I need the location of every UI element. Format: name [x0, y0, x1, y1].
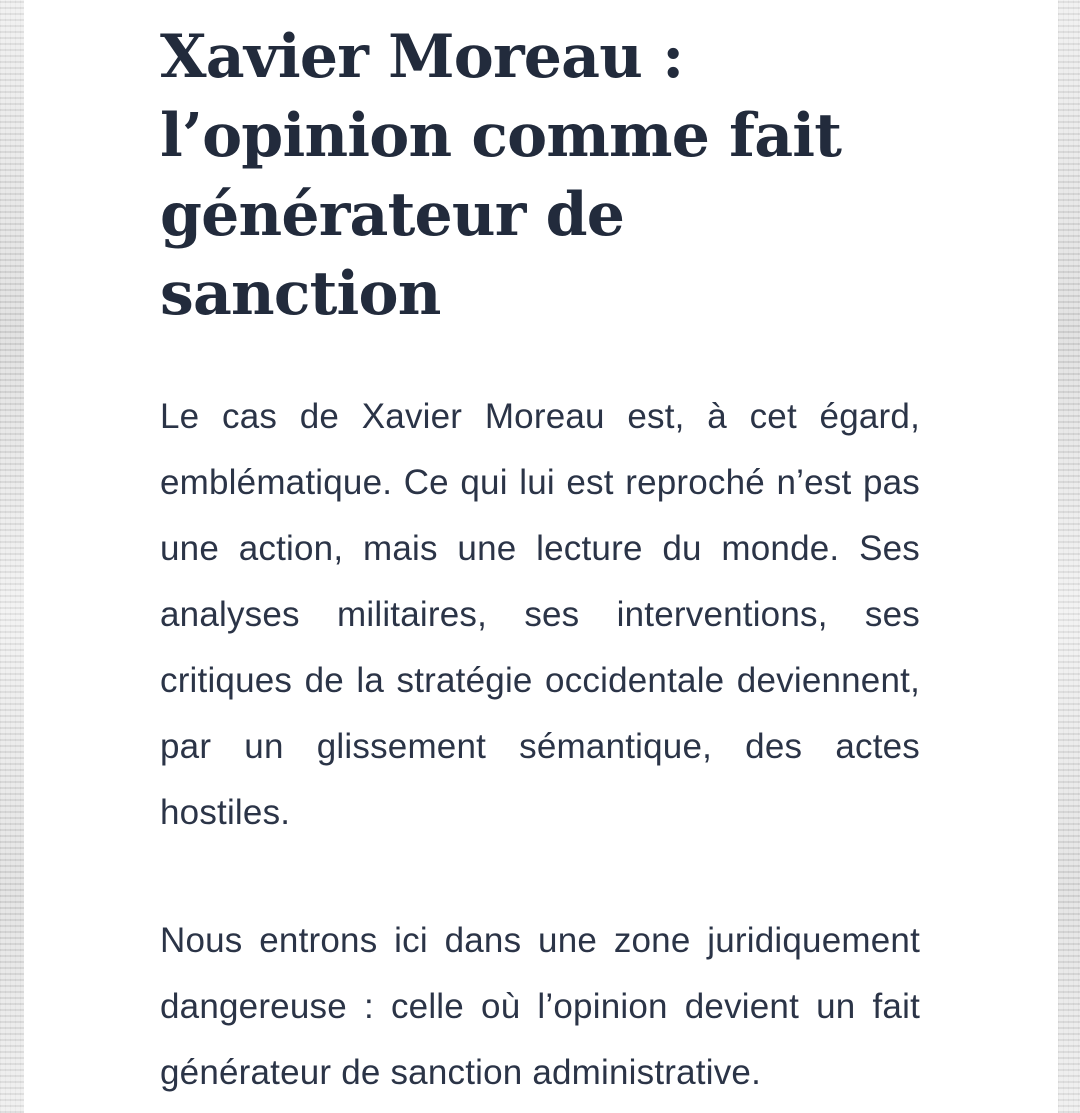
article-card [24, 0, 1058, 1113]
article-paragraph-1: Le cas de Xavier Moreau est, à cet égard, emblématique. Ce qui lui est reproché n’est pas une action, mais une lecture du monde. Ses analyses militaires, ses interventions, ses critiques de la stratégie occidentale deviennent, par un glissement sémantique, des actes hostiles. [160, 397, 920, 832]
article-content [160, 18, 920, 1106]
page-background-left [0, 0, 24, 1113]
article-title: Xavier Moreau : l’opinion comme fait générateur de sanction [160, 22, 842, 329]
page-background-right [1058, 0, 1080, 1113]
article-paragraph-2: Nous entrons ici dans une zone juridiquement dangereuse : celle où l’opinion devient un fait générateur de sanction administrative. [160, 921, 920, 1092]
